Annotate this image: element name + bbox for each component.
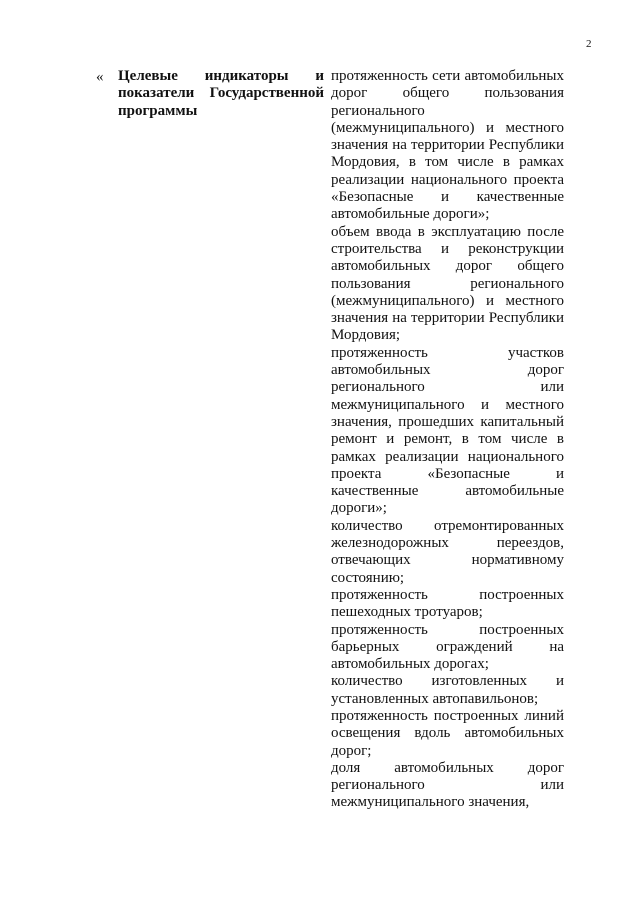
indicators-list	[331, 68, 564, 812]
indicator-paragraph: протяженность сети автомобильных дорог общего пользования регионального (межмуниципального) и местного значения на территории Республики Мордовия, в том числе в рамках реализации национального проекта «Безопасные и качественные автомобильные дороги»;	[331, 68, 564, 223]
indicator-paragraph: объем ввода в эксплуатацию после строительства и реконструкции автомобильных дорог общего пользования регионального (межмуниципального) и местного значения на территории Республики Мордовия;	[331, 223, 564, 344]
indicator-paragraph: количество изготовленных и установленных автопавильонов;	[331, 673, 564, 707]
indicator-paragraph: протяженность построенных линий освещения вдоль автомобильных дорог;	[331, 707, 564, 759]
indicator-paragraph: количество отремонтированных железнодорожных переездов, отвечающих нормативному состоянию;	[331, 517, 564, 586]
indicator-paragraph: доля автомобильных дорог регионального или межмуниципального значения,	[331, 759, 564, 811]
opening-quote-mark: «	[96, 69, 104, 85]
section-label: Целевые индикаторы и показатели Государственной программы	[118, 68, 324, 119]
indicator-paragraph: протяженность построенных пешеходных тротуаров;	[331, 586, 564, 621]
page-number: 2	[586, 38, 592, 50]
indicator-paragraph: протяженность построенных барьерных ограждений на автомобильных дорогах;	[331, 621, 564, 673]
indicator-paragraph: протяженность участков автомобильных дорог регионального или межмуниципального и местного значения, прошедших капитальный ремонт и ремонт, в том числе в рамках реализации национального проекта «Безопасные и качественные автомобильные дороги»;	[331, 344, 564, 517]
